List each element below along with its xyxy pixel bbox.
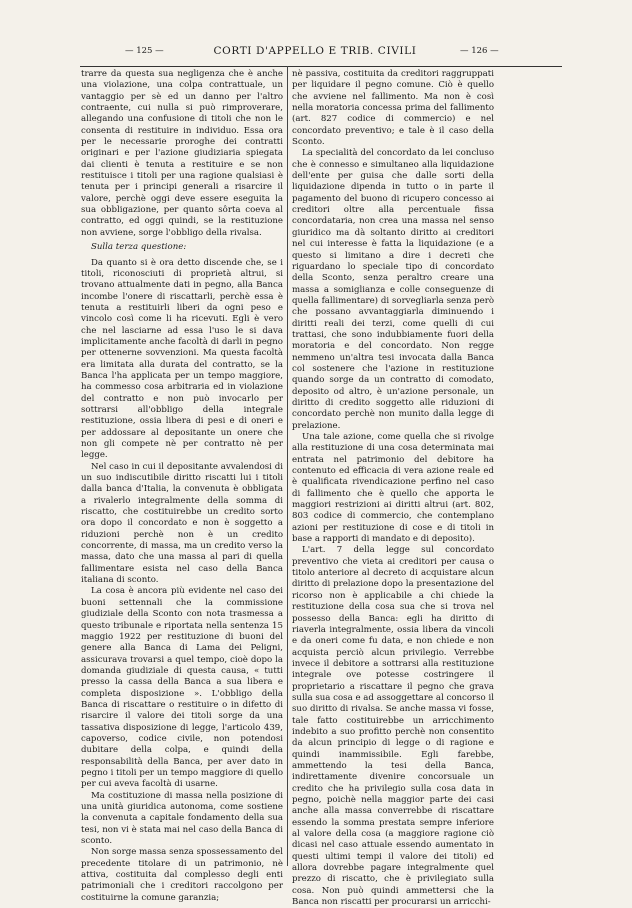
paragraph: Una tale azione, come quella che si rivolge alla restituzione di una cosa determinata mai entrata nel patrimonio del debitore ha contenuto ed efficacia di vera azione reale ed è qualificata rivendicazione perfino nel caso di fallimento che è quello che apporta le maggiori restrizioni ai diritti altrui (art. 802, 803 codice di commercio, che contemplano azioni per restituzione di cose e di titoli in base a rapporti di mandato e di deposito). xyxy=(292,432,494,545)
paragraph: trarre da questa sua negligenza che è anche una violazione, una colpa contrattuale, un vantaggio per sè ed un danno per l'altro contraente, cui nulla si può rimproverare, allegando una confusione di titoli che non le consenta di restituire in individuo. Essa ora per le necessarie proroghe dei contratti originari e per l'azione giudiziaria spiegata dai clienti è tenuta a restituire e se non restituisce i titoli per una ragione qualsiasi è tenuta per i principi generali a risarcire il valore, perchè oggi deve essere eseguita la sua obbligazione, per quanto sôrta coeva al contratto, ed oggi quindi, se la restituzione non avviene, sorge l'obbligo della rivalsa. xyxy=(81,69,283,238)
paragraph: Da quanto si è ora detto discende che, se i titoli, riconosciuti di proprietà altrui, si trovano attualmente dati in pegno, alla Banca incombe l'onere di riscattarli, perchè essa è tenuta a restituirli liberi da ogni peso e vincolo così come li ha ricevuti. Egli è vero che nel lasciarne ad essa l'uso le si dava implicitamente anche facoltà di darli in pegno per ottenerne sovvenzioni. Ma questa facoltà era limitata alla durata del contratto, se la Banca l'ha applicata per un tempo maggiore, ha commesso cosa arbitraria ed in violazione del contratto e non può invocarlo per sottrarsi all'obbligo della integrale restituzione, ossia libera di pesi e di oneri e per addossare al depositante un onere che non gli compete nè per contratto nè per legge. xyxy=(81,257,283,461)
paragraph: Ma costituzione di massa nella posizione di una unità giuridica autonoma, come sostiene la convenuta a capitale fondamento della sua tesi, non vi è stata mai nel caso della Banca di sconto. xyxy=(81,790,283,847)
header-rule xyxy=(80,66,562,67)
right-column xyxy=(292,69,494,908)
page-number-left: — 125 — xyxy=(125,46,164,56)
page-header xyxy=(65,45,565,59)
paragraph: Nel caso in cui il depositante avvalendosi di un suo indiscutibile diritto riscatti lui i titoli dalla banca d'Italia, la convenuta è obbligata a rivalerlo integralmente della somma di riscatto, che costituirebbe un credito sorto ora dopo il concordato e non è soggetto a riduzioni perchè non è un credito concorrente, di massa, ma un credito verso la massa, dato che una massa al pari di quella fallimentare esista nel caso della Banca italiana di sconto. xyxy=(81,461,283,586)
paragraph: L'art. 7 della legge sul concordato preventivo che vieta ai creditori per causa o titolo anteriore al decreto di acquistare alcun diritto di prelazione dopo la presentazione del ricorso non è applicabile a chi chiede la restituzione della cosa sua che si trova nel possesso della Banca: egli ha diritto di riaverla integralmente, ossia libera da vincoli e da oneri come fu data, e non chiede e non acquista perciò alcun privilegio. Verrebbe invece il debitore a sottrarsi alla restituzione integrale ove potesse costringere il proprietario a riscattare il pegno che grava sulla sua cosa e ad assoggettare al concorso il suo diritto di rivalsa. Se anche massa vi fosse, tale fatto costituirebbe un arricchimento indebito a suo profitto perchè non consentito da alcun principio di legge o di ragione e quindi inammissibile. Egli farebbe, ammettendo la tesi della Banca, indirettamente divenire concorsuale un credito che ha privilegio sulla cosa data in pegno, poichè nella maggior parte dei casi anche alla massa converrebbe di riscattare essendo la somma prestata sempre inferiore al valore della cosa (a maggiore ragione ciò dicasi nel caso attuale essendo aumentato in questi ultimi tempi il valore dei titoli) ed allora dovrebbe pagare integralmente quel prezzo di riscatto, che è privilegiato sulla cosa. Non può quindi ammettersi che la Banca non riscatti per procurarsi un arricchi- xyxy=(292,545,494,908)
column-divider xyxy=(287,66,288,866)
paragraph: nè passiva, costituita da creditori raggruppati per liquidare il pegno comune. Ciò è quello che avviene nel fallimento. Ma non è così nella moratoria concessa prima del fallimento (art. 827 codice di commercio) e nel concordato preventivo; e tale è il caso della Sconto. xyxy=(292,69,494,148)
page-number-right: — 126 — xyxy=(460,46,499,56)
section-heading: Sulla terza questione: xyxy=(91,242,187,253)
paragraph: La cosa è ancora più evidente nel caso dei buoni settennali che la commissione giudiziale della Sconto con nota trasmessa a questo tribunale e riportata nella sentenza 15 maggio 1922 per restituzione di buoni del genere alla Banca di Lama dei Peligni, assicurava trovarsi a quel tempo, cioè dopo la domanda giudiziale di questa causa, « tutti presso la cassa della Banca a sua libera e completa disposizione ». L'obbligo della Banca di riscattare o restituire o in difetto di risarcire il valore dei titoli sorge da una tassativa disposizione di legge, l'articolo 439, capoverso, codice civile, non potendosi dubitare della colpa, e quindi della responsabilità della Banca, per aver dato in pegno i titoli per un tempo maggiore di quello per cui aveva facoltà di usarne. xyxy=(81,586,283,790)
running-title: CORTI D'APPELLO E TRIB. CIVILI xyxy=(213,45,417,57)
paragraph: Non sorge massa senza spossessamento del precedente titolare di un patrimonio, nè attiva, costituita dal complesso degli enti patrimoniali che i creditori raccolgono per costituirne la comune garanzia; xyxy=(81,847,283,903)
left-column xyxy=(81,69,283,903)
paragraph: La specialità del concordato da lei concluso che è connesso e simultaneo alla liquidazione dell'ente per guisa che dalle sorti della liquidazione dipenda in tutto o in parte il pagamento del buono di ricupero concesso ai creditori oltre alla percentuale fissa concordataria, non crea una massa nel senso giuridico ma dà soltanto diritto ai creditori nel cui interesse è fatta la liquidazione (e a questo si limitano a dire i decreti che riguardano lo speciale tipo di concordato della Sconto, senza peraltro creare una massa a somiglianza e colle conseguenze di quella fallimentare) di sorvegliarla senza però che possano avvantaggiarla diminuendo i diritti reali dei terzi, come quelli di cui trattasi, che sono indubbiamente fuori della moratoria e del concordato. Non regge nemmeno un'altra tesi invocata dalla Banca col sostenere che l'azione in restituzione quando sorge da un contratto di comodato, deposito od altro, è un'azione personale, un diritto di credito soggetto alle riduzioni di concordato perchè non munito dalla legge di prelazione. xyxy=(292,148,494,431)
